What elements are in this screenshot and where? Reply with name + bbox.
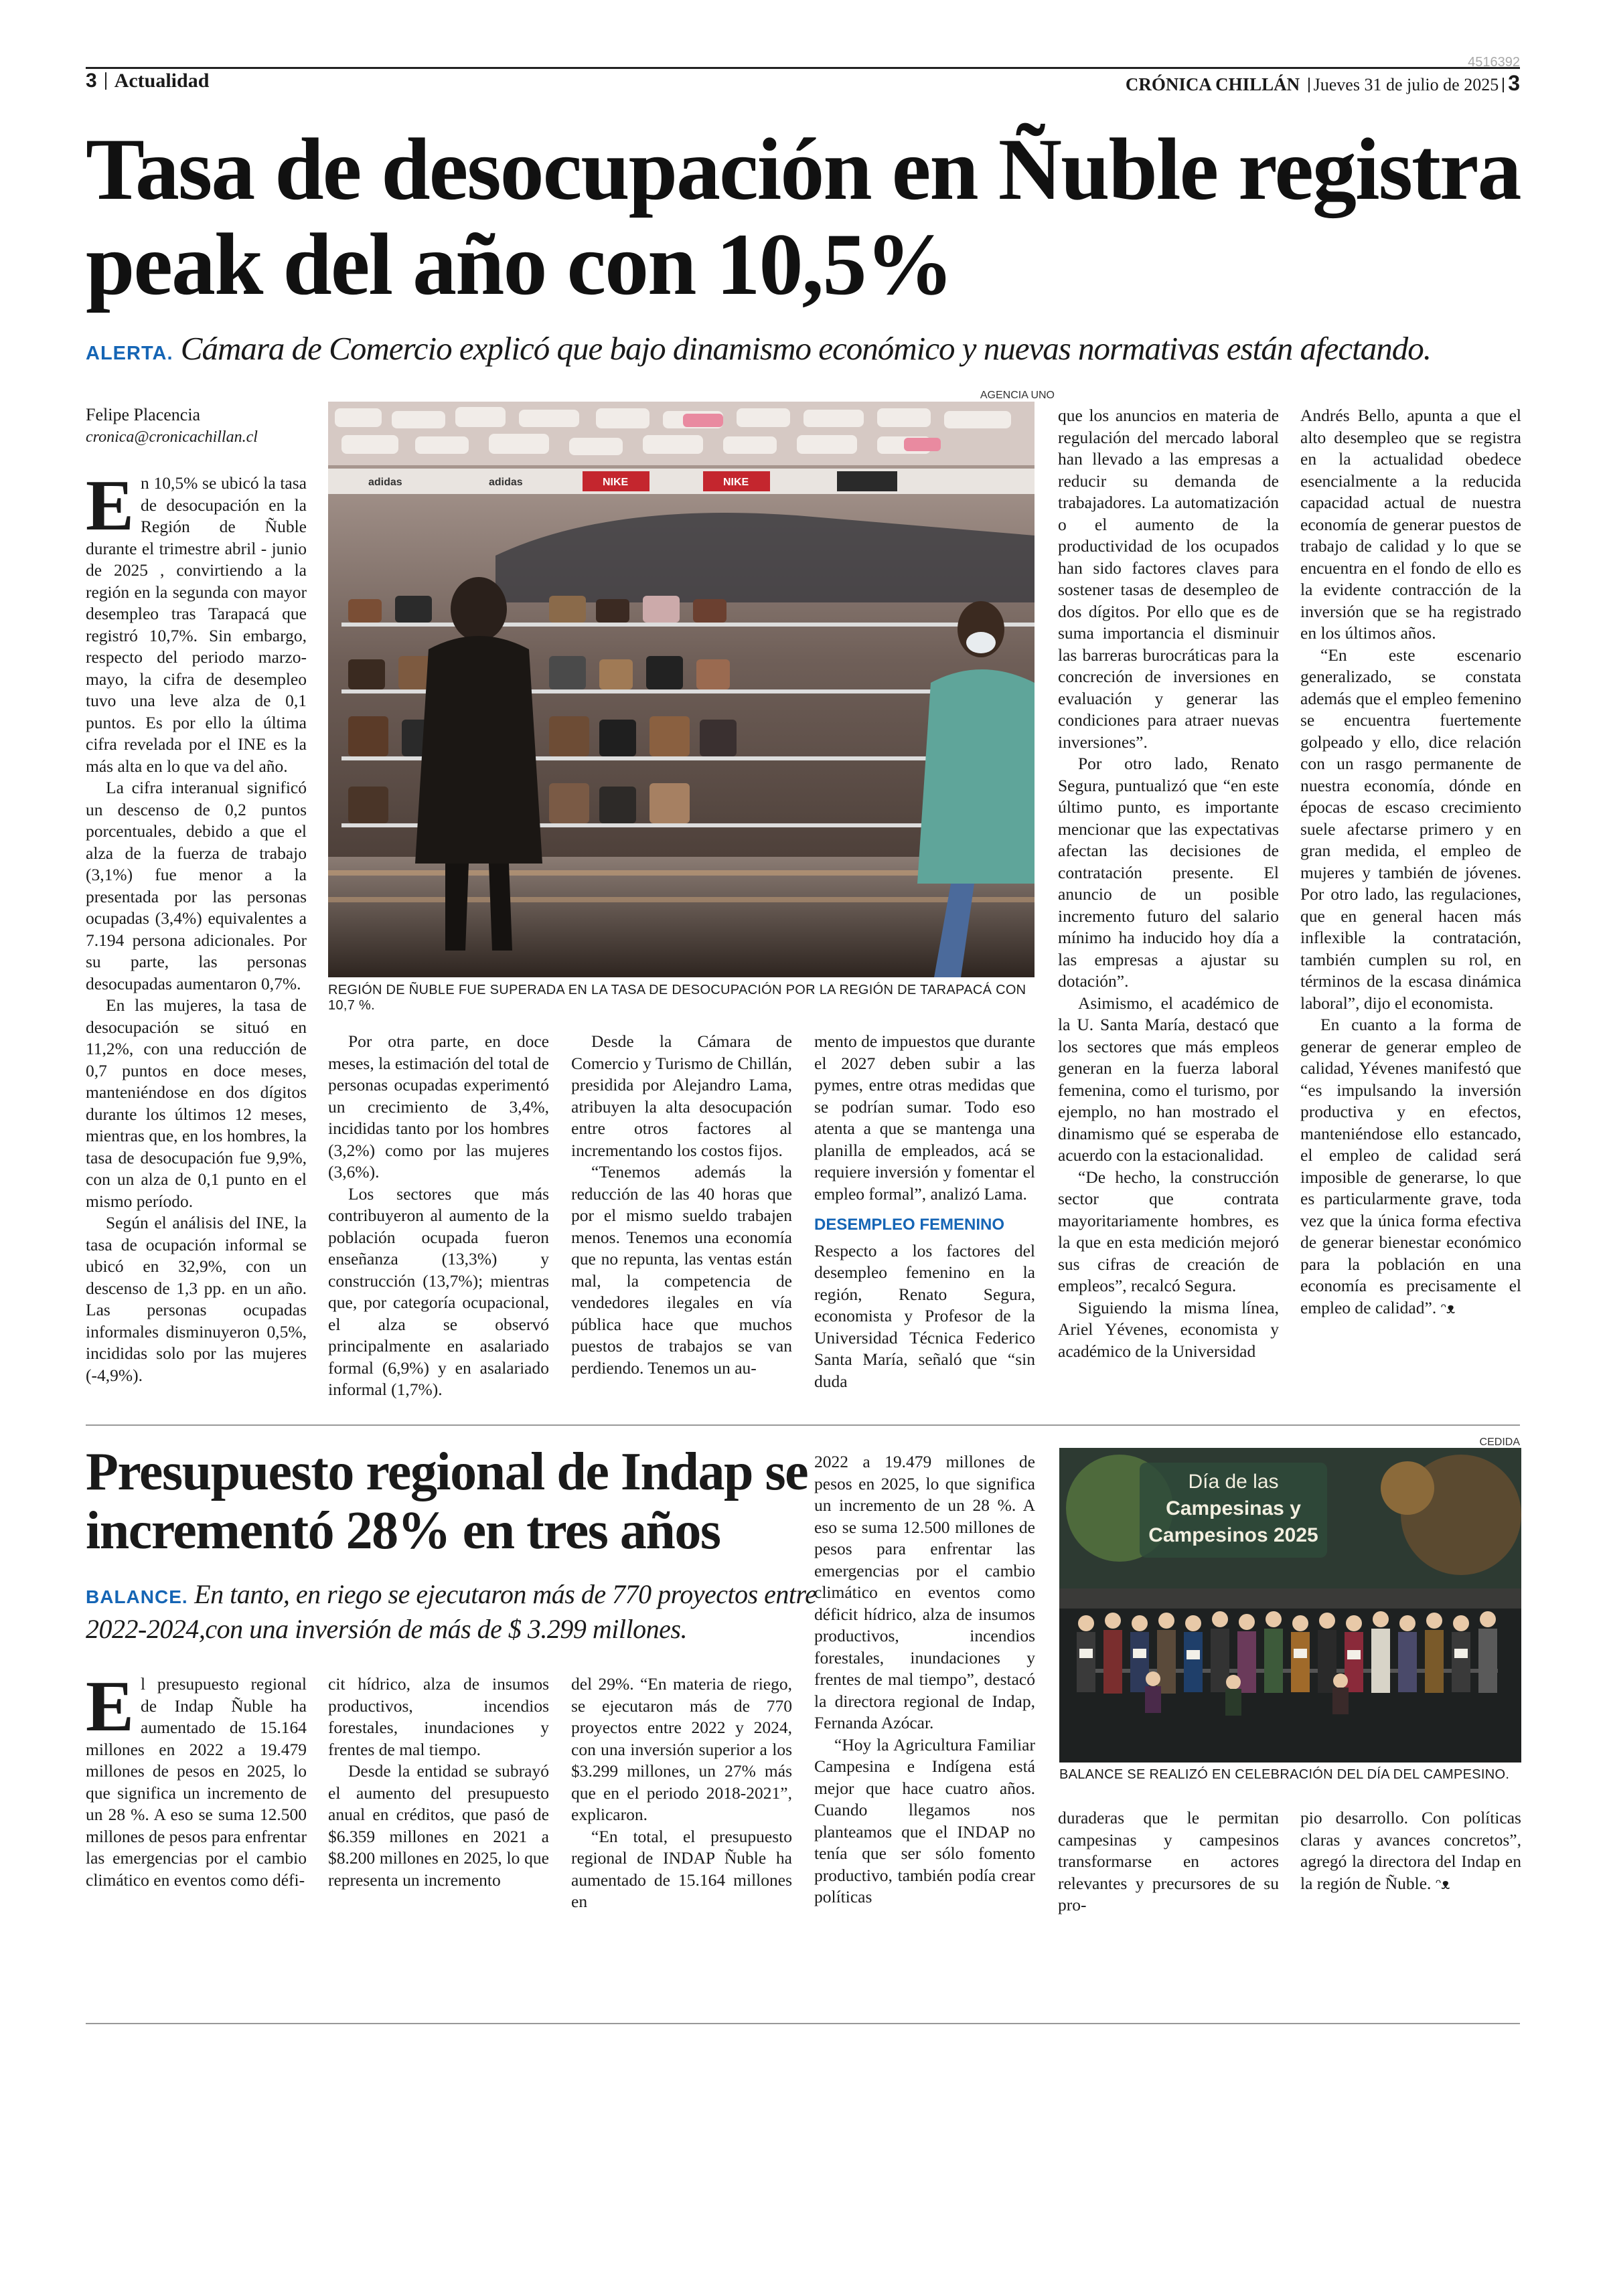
page-code: 4516392 <box>1468 55 1520 70</box>
article2-lede-text: En tanto, en riego se ejecutaron más de 770 proyectos entre 2022-2024,con una inversión de más de $ 3.299 millones. <box>86 1579 817 1644</box>
end-mark-icon: ᵔᴥ <box>1440 1299 1456 1317</box>
photo-caption: BALANCE SE REALIZÓ EN CELEBRACIÓN DEL DÍA DEL CAMPESINO. <box>1059 1767 1510 1782</box>
paragraph: Andrés Bello, apunta a que el alto desempleo que se registra en la actualidad obedece esencialmente a la reducida capacidad actual de nuestra economía de generar puestos de trabajo de calidad y lo que se encuentra en el fondo de ello es la evidente contracción de la inversión que se ha registrado en los últimos años. <box>1300 406 1521 643</box>
article2-column-4 <box>814 1451 1035 1908</box>
paragraph: “En total, el presupuesto regional de INDAP Ñuble ha aumentado de 15.164 millones en <box>571 1826 792 1911</box>
shoe-store-photo <box>328 402 1035 977</box>
photo-caption: REGIÓN DE ÑUBLE FUE SUPERADA EN LA TASA DE DESOCUPACIÓN POR LA REGIÓN DE TARAPACÁ CON 10,7 %. <box>328 983 1026 1013</box>
article2-headline: Presupuesto regional de Indap se incrementó 28% en tres años <box>86 1443 808 1560</box>
article-lede <box>86 329 1525 367</box>
paragraph: n 10,5% se ubicó la tasa de desocupación en la Región de Ñuble durante el trimestre abril - junio de 2025 , convirtiendo a la región en la segunda con mayor desempleo tras Tarapacá que registró 10,7%. Sin embargo, respecto del periodo marzo-mayo, la cifra de desempleo tuvo una leve alza de 0,1 puntos. Es por ello la última cifra revelada por el INE es la más alta en lo que va del año. <box>86 473 307 776</box>
paragraph: Los sectores que más contribuyeron al aumento de la población ocupada fueron enseñanza (13,3%) y construcción (13,7%); mientras que, por categoría ocupacional, el alza se observó principalmente en asalariado formal (6,9%) y en asalariado informal (1,7%). <box>328 1183 549 1399</box>
article2-column-2 <box>328 1673 549 1891</box>
paragraph: Desde la Cámara de Comercio y Turismo de Chillán, presidida por Alejandro Lama, atribuyen la alta desocupación entre otros factores al incrementando los costos fijos. <box>571 1032 792 1160</box>
article2-column-1 <box>86 1667 307 1891</box>
masthead-info <box>1126 71 1520 96</box>
issue-date: Jueves 31 de julio de 2025 <box>1313 75 1499 94</box>
paragraph: Según el análisis del INE, la tasa de ocupación informal se ubicó en 32,9%, con un descenso de 1,3 pp. en un año. Las personas ocupadas informales disminuyeron 0,5%, incididas solo por las mujeres (-4,9%). <box>86 1213 307 1385</box>
paragraph: “De hecho, la construcción sector que contrata mayoritariamente hombres, es la que en esta medición mejoró sus cifras de creación de empleos”, recalcó Segura. <box>1058 1167 1279 1295</box>
paragraph: mento de impuestos que durante el 2027 deben subir a las pymes, entre otras medidas que se podrían sumar. Todo eso atenta a que se mantenga una planilla de empleados, acá se requiere inversión y fomentar el empleo formal”, analizó Lama. <box>814 1032 1036 1204</box>
section-name: Actualidad <box>114 70 210 92</box>
paragraph: Siguiendo la misma línea, Ariel Yévenes, economista y académico de la Universidad <box>1058 1297 1279 1361</box>
article-lede-text: Cámara de Comercio explicó que bajo dinamismo económico y nuevas normativas están afectando. <box>180 330 1431 367</box>
banner-line-1: Día de las <box>1188 1471 1279 1493</box>
paragraph: “En este escenario generalizado, se constata además que el empleo femenino se encuentra fuertemente golpeado y ello, dice relación con un rasgo permanente de nuestra economía, dónde en épocas de escaso crecimiento suele afectarse primero y en gran medida, el empleo de mujeres y también de jóvenes. Por otro lado, las regulaciones, que en general hacen más inflexible la contratación, también cumplen su rol, en términos de la escasa dinámica laboral”, dijo el economista. <box>1300 645 1521 1013</box>
end-mark-icon: ᵔᴥ <box>1435 1875 1450 1892</box>
shoe-store-illustration <box>328 402 1035 977</box>
svg-text:adidas: adidas <box>368 477 402 488</box>
article2-column-5 <box>1058 1807 1279 1916</box>
paragraph: Asimismo, el académico de la U. Santa María, destacó que los sectores que más empleos generan en la fuerza laboral femenina, como el turismo, por ejemplo, no han mostrado el dinamismo qué se esperaba de acuerdo con la estacionalidad. <box>1058 993 1279 1165</box>
campesinos-photo <box>1059 1448 1521 1762</box>
section-header <box>86 70 209 92</box>
paragraph-text: En cuanto a la forma de generar de generar empleo de calidad, Yévenes manifestó que “es impulsando la inversión productiva y en efectos, manteniéndose ello estancado, el empleo de calidad será imposible de generarse, lo que es particularmente grave, toda vez que la única forma efectiva de generar bienestar económico para la población en una economía es precisamente el empleo de calidad”. <box>1300 1015 1521 1317</box>
article-kicker: ALERTA. <box>86 343 173 364</box>
article-column-6 <box>1300 405 1521 1319</box>
paragraph: 2022 a 19.479 millones de pesos en 2025, lo que significa un incremento de un 28 %. A eso se suma 12.500 millones de pesos para enfrentar las emergencias por el cambio climático en eventos como déficit hídrico, alza de insumos productivos, incendios forestales, inundaciones y frentes de mal tiempo”, destacó la directora regional de Indap, Fernanda Azócar. <box>814 1452 1035 1732</box>
paragraph: duraderas que le permitan campesinas y campesinos transformarse en actores relevantes y precursores de su pro- <box>1058 1808 1279 1914</box>
article-divider <box>86 1424 1520 1426</box>
header-divider <box>1308 78 1310 92</box>
paragraph: Por otra parte, en doce meses, la estimación del total de personas ocupadas experimentó un crecimiento de 3,4%, incididas tanto por los hombres (3,2%) como por las mujeres (3,6%). <box>328 1032 549 1181</box>
article2-column-3 <box>571 1673 792 1913</box>
paragraph: que los anuncios en materia de regulación del mercado laboral han llevado a las empresas a reducir su demanda de trabajadores. La automatización o el aumento de la productividad de los ocupados han sido factores claves para sostener tasas de desempleo de dos dígitos. Por ello que es de suma importancia el disminuir las barreras burocráticas para la concreción de inversiones en evaluación y generar las condiciones para atraer nuevas inversiones”. <box>1058 406 1279 752</box>
article2-kicker: BALANCE. <box>86 1586 188 1607</box>
bottom-divider <box>86 2023 1520 2024</box>
drop-cap: E <box>86 466 135 546</box>
paragraph-text: pio desarrollo. Con políticas claras y avances concretos”, agregó la directora del Indap en la región de Ñuble. <box>1300 1808 1521 1893</box>
header-divider <box>1503 78 1504 92</box>
subheading: DESEMPLEO FEMENINO <box>814 1216 1005 1234</box>
paragraph: cit hídrico, alza de insumos productivos, incendios forestales, inundaciones y frentes de mal tiempo. <box>328 1674 549 1759</box>
article2-column-6 <box>1300 1807 1521 1895</box>
svg-text:NIKE: NIKE <box>603 477 629 488</box>
svg-text:adidas: adidas <box>489 477 523 488</box>
paragraph: l presupuesto regional de Indap Ñuble ha aumentado de 15.164 millones en 2022 a 19.479 millones de pesos en 2025, lo que significa un incremento de un 28 %. A eso se suma 12.500 millones de pesos para enfrentar las emergencias por el cambio climático en eventos como défi- <box>86 1674 307 1890</box>
article-column-1 <box>86 466 307 1386</box>
svg-text:NIKE: NIKE <box>723 477 749 488</box>
drop-cap: E <box>86 1667 135 1746</box>
article-column-3 <box>571 1031 792 1379</box>
header-rule <box>86 67 1520 69</box>
banner-line-2: Campesinas y <box>1166 1497 1301 1520</box>
article-column-2 <box>328 1031 549 1401</box>
banner-line-3: Campesinos 2025 <box>1148 1524 1318 1546</box>
photo-credit: CEDIDA <box>1479 1437 1520 1448</box>
paragraph: “Hoy la Agricultura Familiar Campesina e Indígena está mejor que hace cuatro años. Cuando llegamos nos planteamos que el INDAP no tenía que ser sólo fomento productivo, también podía crear políticas <box>814 1734 1035 1906</box>
article-column-5 <box>1058 405 1279 1362</box>
paragraph: Por otro lado, Renato Segura, puntualizó que “en este último punto, es importante mencionar que las expectativas afectan las decisiones de contratación presente. El anuncio de un posible incremento futuro del salario mínimo ha inducido hoy día a las empresas a ajustar su dotación”. <box>1058 754 1279 991</box>
paragraph <box>1300 1014 1521 1319</box>
paragraph: En las mujeres, la tasa de desocupación se situó en 11,2%, con una reducción de 0,7 puntos en doce meses, manteniéndose en dos dígitos durante los últimos 12 meses, mientras que, en los hombres, la tasa de desocupación fue 9,9%, con un alza de 0,1 punto en el mismo período. <box>86 995 307 1211</box>
paragraph: “Tenemos además la reducción de las 40 horas que por el mismo sueldo trabajen menos. Tenemos una economía que no repunta, las ventas están mal, la competencia de vendedores ilegales en vía pública hace que muchos puestos de trabajos se van perdiendo. Tenemos un au- <box>571 1162 792 1378</box>
article-headline: Tasa de desocupación en Ñuble registra peak del año con 10,5% <box>86 120 1521 313</box>
paragraph: La cifra interanual significó un descenso de 0,2 puntos porcentuales, debido a que el alza de la fuerza de trabajo (3,1%) fue menor a la presentada por las personas ocupadas (3,4%) equivalentes a 7.194 persona adicionales. Por su parte, las personas desocupadas aumentaron 0,7%. <box>86 778 307 993</box>
page-number-right: 3 <box>1508 71 1520 95</box>
author-email: cronica@cronicachillan.cl <box>86 428 258 446</box>
newspaper-name: CRÓNICA CHILLÁN <box>1125 74 1300 94</box>
paragraph: Desde la entidad se subrayó el aumento del presupuesto anual en créditos, que pasó de $6.359 millones en 2021 a $8.200 millones en 2025, lo que representa un incremento <box>328 1761 549 1890</box>
article2-lede <box>86 1578 822 1645</box>
article-column-4 <box>814 1031 1035 1392</box>
paragraph: del 29%. “En materia de riego, se ejecutaron más de 770 proyectos entre 2022 y 2024, con una inversión superior a los $3.299 millones, un 27% más que en el periodo 2018-2021”, explicaron. <box>571 1674 792 1824</box>
photo-credit: AGENCIA UNO <box>980 390 1055 401</box>
paragraph: Respecto a los factores del desempleo femenino en la región, Renato Segura, economista y Profesor de la Universidad Técnica Federico Santa María, señaló que “sin duda <box>814 1240 1035 1391</box>
campesinos-illustration <box>1059 1448 1521 1762</box>
page-number-left: 3 <box>86 70 97 92</box>
header-divider <box>105 72 106 90</box>
author-name: Felipe Placencia <box>86 405 201 424</box>
